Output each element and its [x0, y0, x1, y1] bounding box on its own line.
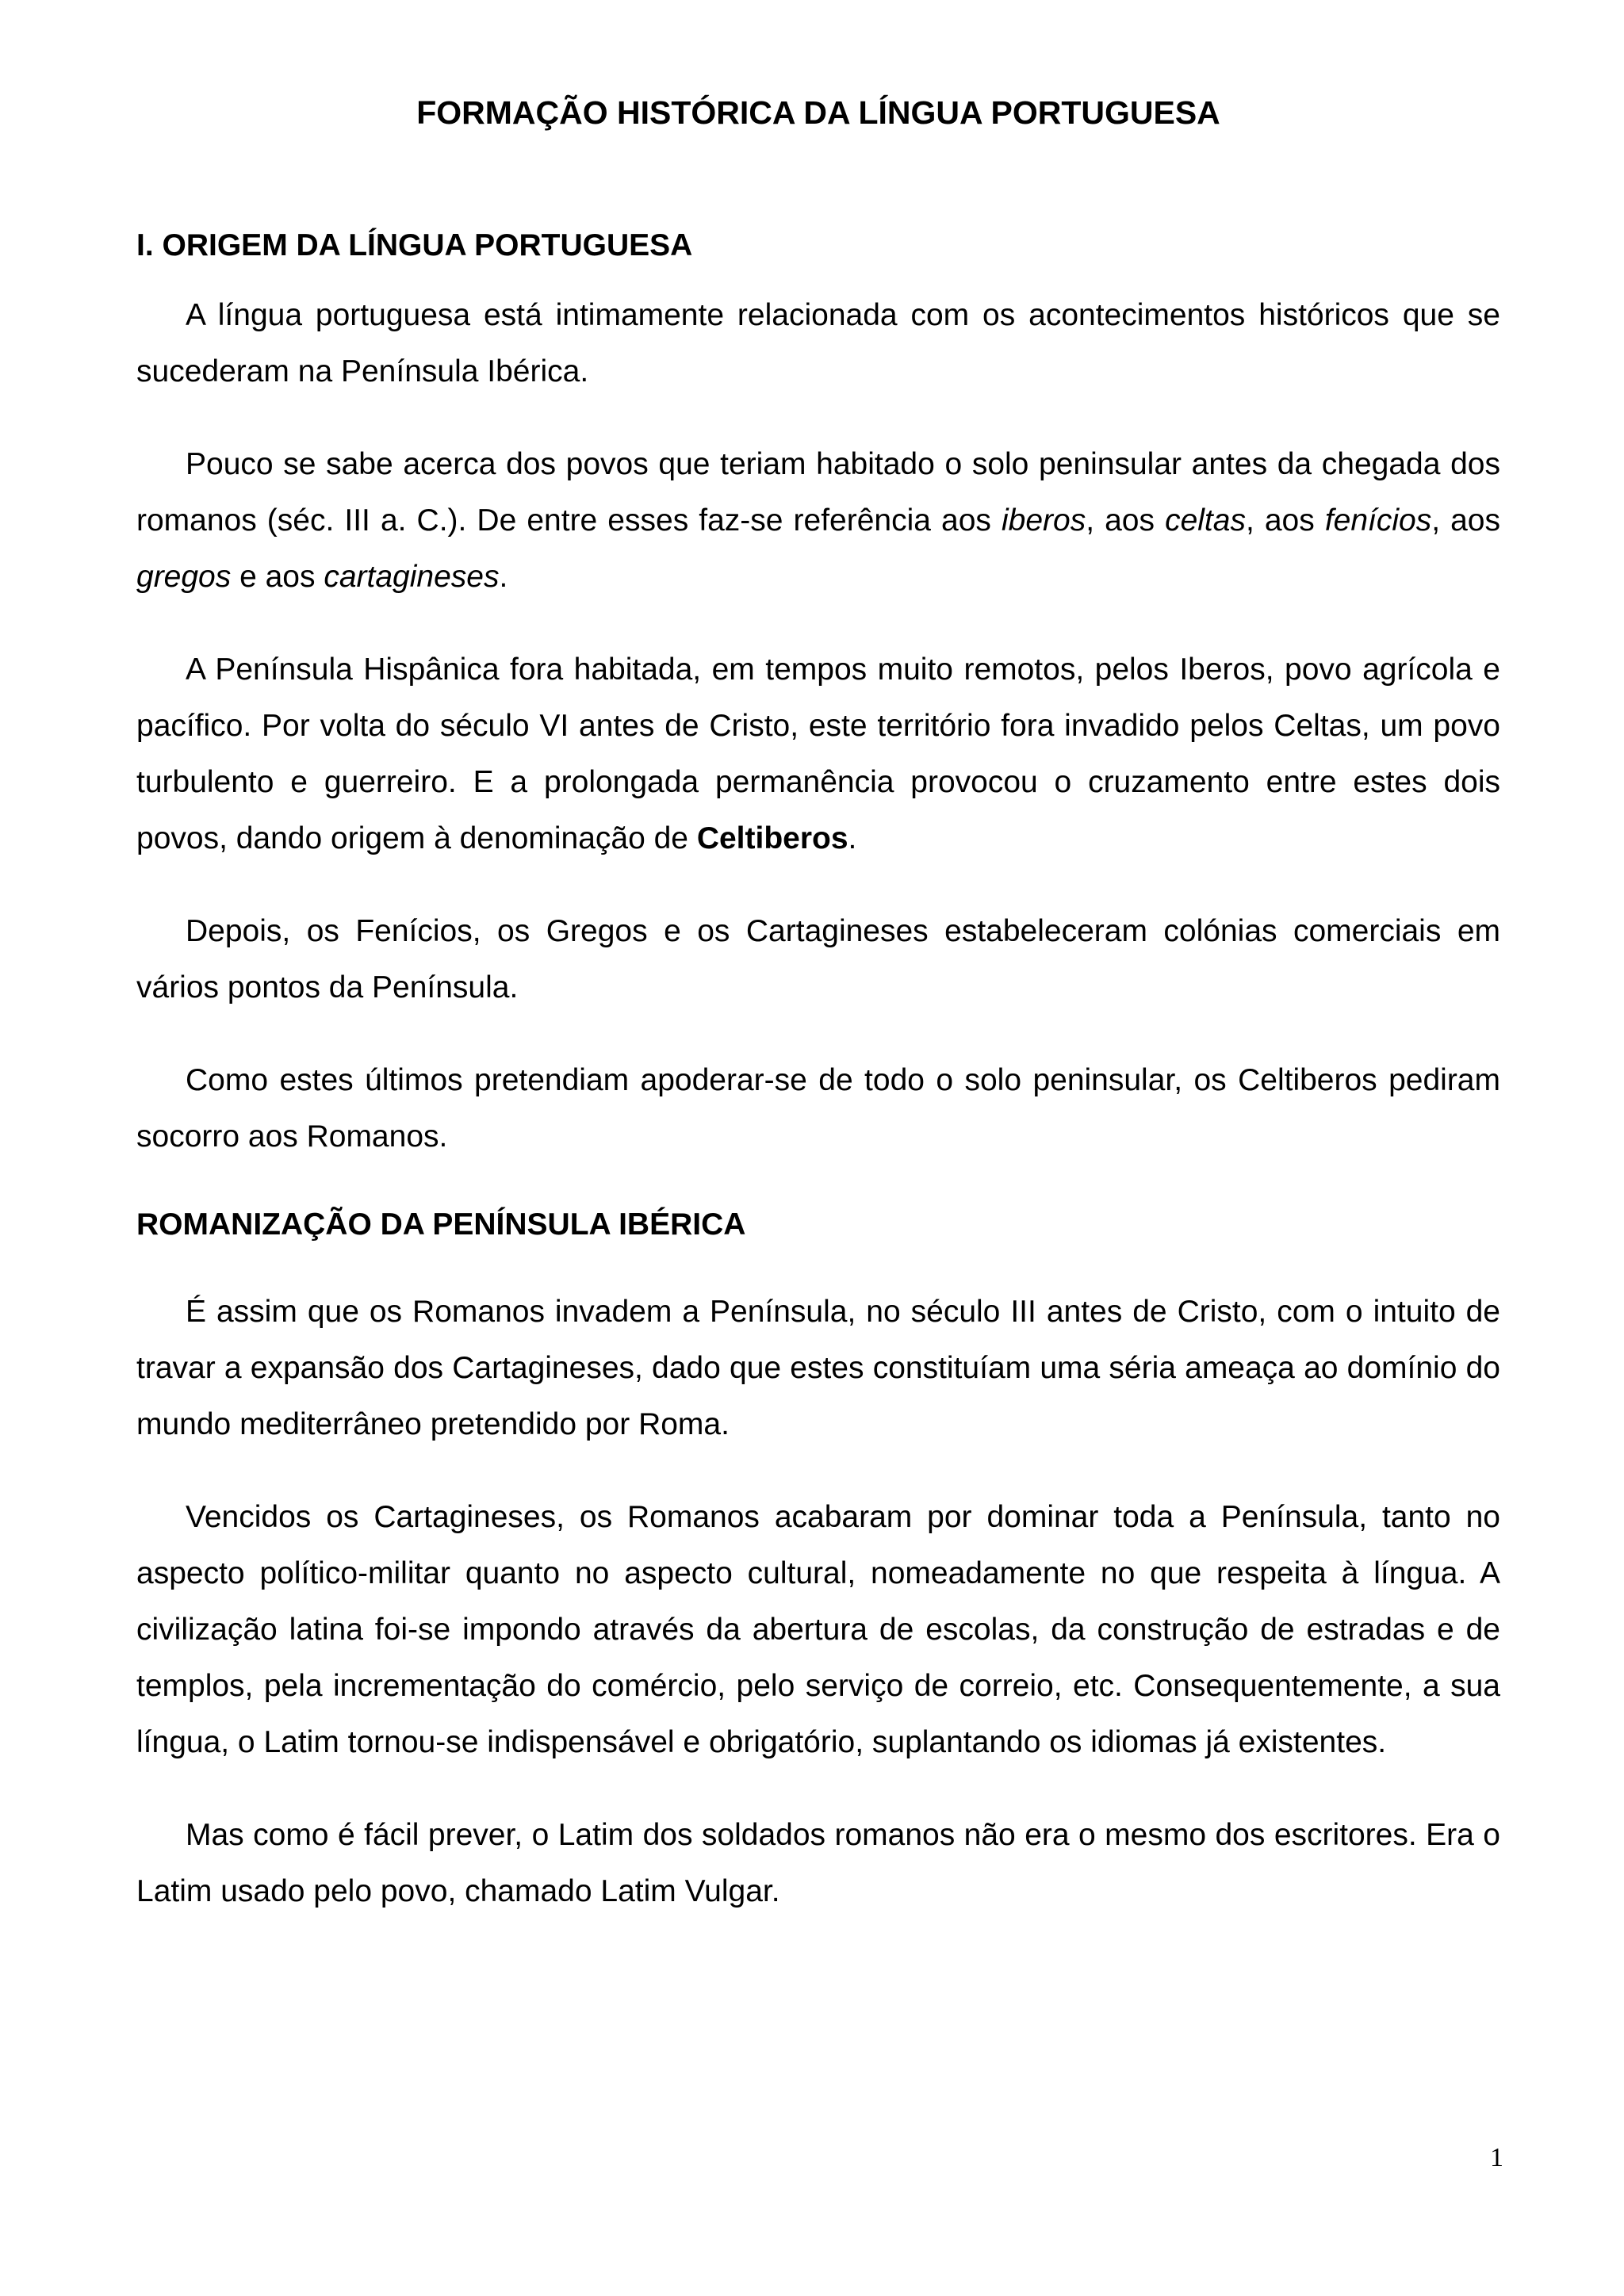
document-title: FORMAÇÃO HISTÓRICA DA LÍNGUA PORTUGUESA: [416, 94, 1220, 131]
paragraph-socorro-romanos: Como estes últimos pretendiam apoderar-se de todo o solo peninsular, os Celtiberos pediram socorro aos Romanos.: [136, 1063, 1500, 1154]
term-celtas: celtas: [1165, 503, 1246, 538]
page-number: 1: [1490, 2143, 1503, 2172]
section-heading-origem: I. ORIGEM DA LÍNGUA PORTUGUESA: [136, 228, 693, 262]
paragraph-text: , aos: [1086, 503, 1166, 538]
term-fenicios: fenícios: [1324, 503, 1432, 538]
paragraph-peninsula-hispanica: [136, 641, 1500, 867]
paragraph-latim-vulgar: Mas como é fácil prever, o Latim dos soldados romanos não era o mesmo dos escritores. Era o Latim usado pelo povo, chamado Latim Vulgar.: [136, 1818, 1500, 1908]
term-cartagineses: cartagineses: [324, 560, 500, 594]
paragraph-text: e aos: [231, 560, 324, 594]
paragraph-invasao-romana: É assim que os Romanos invadem a Península, no século III antes de Cristo, com o intuito de travar a expansão dos Cartagineses, dado que estes constituíam uma séria ameaça ao domínio do mundo mediterrâneo pretendido por Roma.: [136, 1295, 1500, 1441]
paragraph-text: , aos: [1431, 503, 1500, 538]
paragraph-text: A Península Hispânica fora habitada, em tempos muito remotos, pelos Iberos, povo agrícola e pacífico. Por volta do século VI antes de Cristo, este território fora invadido pelos Celtas, um povo turbulento e guerreiro. E a prolongada permanência provocou o cruzamento entre estes dois povos, dando origem à denominação de: [136, 652, 1500, 855]
paragraph-text: .: [848, 821, 857, 855]
term-gregos: gregos: [136, 560, 232, 594]
paragraph-text: Pouco se sabe acerca dos povos que teriam habitado o solo peninsular antes da chegada dos romanos (séc. III a. C.). De entre esses faz-se referência aos: [136, 447, 1500, 538]
term-iberos: iberos: [1001, 503, 1086, 538]
paragraph-colonias: Depois, os Fenícios, os Gregos e os Cartagineses estabeleceram colónias comerciais em vários pontos da Península.: [136, 914, 1500, 1004]
term-celtiberos: Celtiberos: [696, 821, 848, 855]
paragraph-lingua-portuguesa: A língua portuguesa está intimamente relacionada com os acontecimentos históricos que se sucederam na Península Ibérica.: [136, 298, 1500, 388]
section-heading-romanizacao: ROMANIZAÇÃO DA PENÍNSULA IBÉRICA: [136, 1207, 746, 1242]
paragraph-text: , aos: [1245, 503, 1325, 538]
paragraph-dominio-romano: Vencidos os Cartagineses, os Romanos acabaram por dominar toda a Península, tanto no aspecto político-militar quanto no aspecto cultural, nomeadamente no que respeita à língua. A civilização latina foi-se impondo através da abertura de escolas, da construção de estradas e de templos, pela incrementação do comércio, pelo serviço de correio, etc. Consequentemente, a sua língua, o Latim tornou-se indispensável e obrigatório, suplantando os idiomas já existentes.: [136, 1500, 1500, 1759]
paragraph-text: .: [499, 560, 508, 594]
paragraph-povos-antigos: [136, 436, 1500, 605]
document-page: [136, 89, 1500, 1956]
